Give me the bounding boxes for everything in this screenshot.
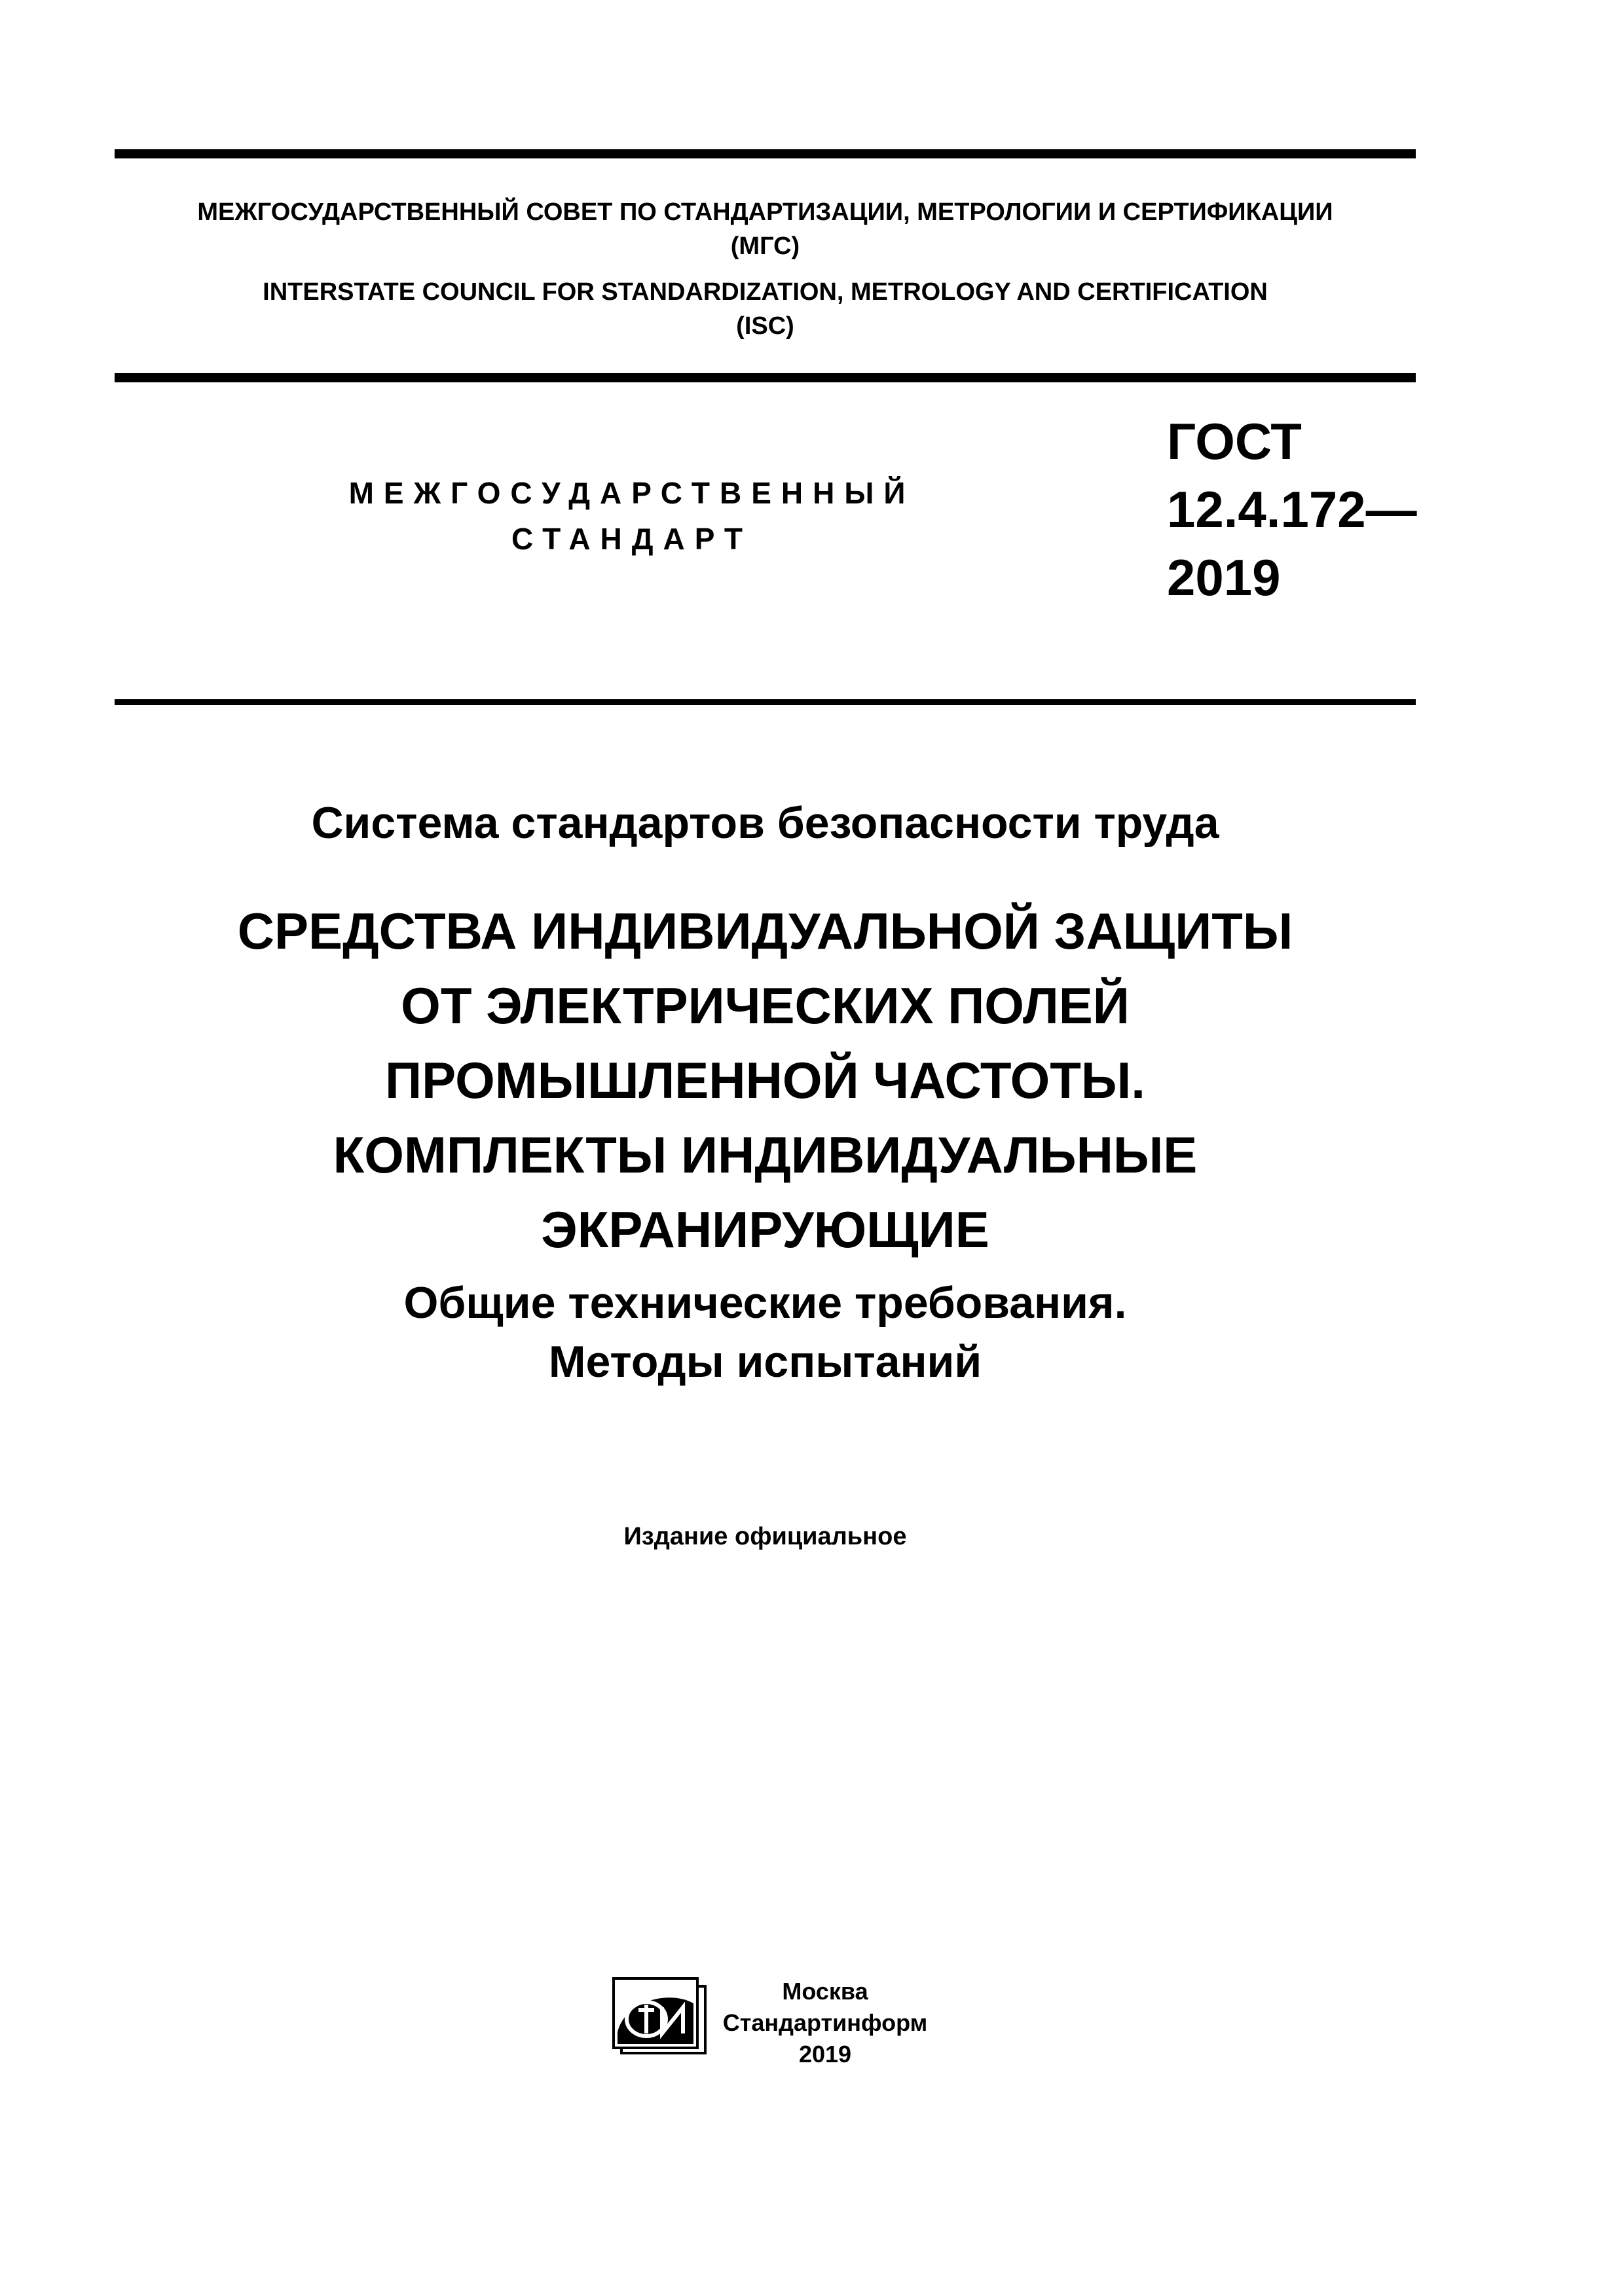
- publisher-year: 2019: [798, 2041, 852, 2068]
- council-abbr-ru: (МГС): [730, 232, 800, 260]
- designation-prefix: ГОСТ: [1167, 412, 1302, 470]
- title-line: СРЕДСТВА ИНДИВИДУАЛЬНОЙ ЗАЩИТЫ: [237, 902, 1293, 960]
- standard-type-label: [327, 470, 936, 562]
- designation-year: 2019: [1167, 549, 1281, 606]
- publisher-name: Стандартинформ: [722, 2009, 928, 2036]
- document-title: [115, 894, 1416, 1267]
- council-name-en-text: INTERSTATE COUNCIL FOR STANDARDIZATION, METROLOGY AND CERTIFICATION: [263, 278, 1268, 306]
- middle-rule: [115, 373, 1416, 382]
- council-name-en: [115, 275, 1416, 343]
- subtitle-line2: Методы испытаний: [548, 1337, 982, 1387]
- publisher-info: [720, 1976, 930, 2070]
- top-rule: [115, 149, 1416, 158]
- bottom-rule: [115, 699, 1416, 705]
- document-subtitle: [115, 1273, 1416, 1391]
- council-name-ru: [115, 195, 1416, 263]
- council-abbr-en: (ISC): [736, 312, 794, 340]
- title-line: ЭКРАНИРУЮЩИЕ: [541, 1201, 989, 1258]
- standard-designation: [1167, 407, 1417, 611]
- designation-number: 12.4.172—: [1167, 481, 1417, 538]
- title-line: КОМПЛЕКТЫ ИНДИВИДУАЛЬНЫЕ: [333, 1126, 1198, 1184]
- standard-type-line1: МЕЖГОСУДАРСТВЕННЫЙ: [348, 476, 915, 510]
- edition-note: Издание официальное: [623, 1523, 907, 1550]
- standard-type-line2: СТАНДАРТ: [511, 522, 752, 556]
- subtitle-line1: Общие технические требования.: [403, 1278, 1127, 1328]
- title-line: ОТ ЭЛЕКТРИЧЕСКИХ ПОЛЕЙ: [401, 977, 1130, 1034]
- council-name-ru-text: МЕЖГОСУДАРСТВЕННЫЙ СОВЕТ ПО СТАНДАРТИЗАЦИИ, МЕТРОЛОГИИ И СЕРТИФИКАЦИИ: [197, 198, 1333, 226]
- publisher-city: Москва: [782, 1978, 868, 2005]
- standartinform-logo-icon: [612, 1977, 707, 2054]
- title-line: ПРОМЫШЛЕННОЙ ЧАСТОТЫ.: [385, 1051, 1145, 1109]
- standards-series: Система стандартов безопасности труда: [311, 798, 1219, 848]
